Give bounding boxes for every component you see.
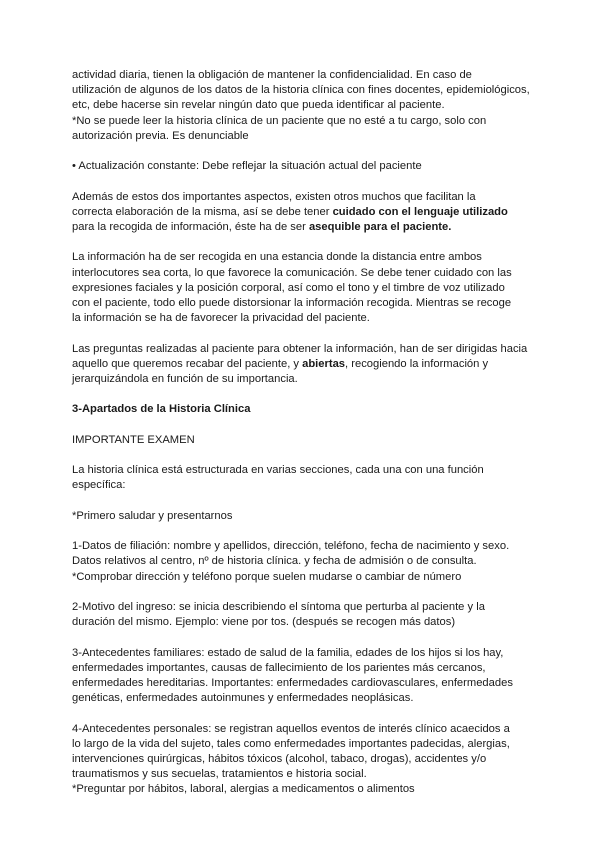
text-line: expresiones faciales y la posición corporal, así como el tono y el timbre de voz utilizado (72, 281, 505, 294)
text-line: traumatismos y sus secuelas, tratamientos e historia social. (72, 768, 367, 781)
text-line: específica: (72, 479, 126, 492)
section-personal-history (72, 722, 542, 798)
text-line: jerarquizándola en función de su importancia. (72, 373, 298, 385)
bullet-constant-update (72, 159, 542, 174)
bold-emphasis: asequible para el paciente. (308, 221, 452, 233)
text-line: • Actualización constante: Debe reflejar la situación actual del paciente (72, 160, 422, 173)
heading-text: 3-Apartados de la Historia Clínica (72, 403, 251, 416)
text-line: duración del mismo. Ejemplo: viene por tos. (después se recogen más datos) (72, 616, 456, 629)
text-line: con el paciente, todo ello puede distorsionar la información recogida. Mientras se recoge (72, 297, 512, 309)
text-run: para la recogida de información, éste ha de ser (72, 221, 309, 233)
important-exam-label (72, 433, 542, 448)
text-line: la información se ha de favorecer la privacidad del paciente. (72, 312, 370, 325)
text-line: 1-Datos de filiación: nombre y apellidos, dirección, teléfono, fecha de nacimiento y sexo. (72, 540, 510, 553)
text-line: 4-Antecedentes personales: se registran aquellos eventos de interés clínico acaecidos a (72, 722, 510, 735)
paragraph-questions (72, 342, 542, 388)
text-line: enfermedades importantes, causas de fallecimiento de los parientes más cercanos, (72, 661, 486, 674)
text-line: intervenciones quirúrgicas, hábitos tóxicos (alcohol, tabaco, drogas), accidentes y/o (72, 752, 487, 765)
text-line: Las preguntas realizadas al paciente para obtener la información, han de ser dirigidas hacia (72, 342, 528, 355)
text-line: *Comprobar dirección y teléfono porque suelen mudarse o cambiar de número (72, 570, 462, 583)
text-line (72, 357, 542, 372)
text-line: etc, debe hacerse sin revelar ningún dato que pueda identificar al paciente. (72, 99, 445, 112)
text-line: *No se puede leer la historia clínica de un paciente que no esté a tu cargo, solo con (72, 114, 487, 127)
text-run: aquello que queremos recabar del paciente, y (72, 357, 303, 370)
text-line: genéticas, enfermedades autoinmunes y enfermedades neoplásicas. (72, 692, 414, 705)
section-family-history (72, 646, 542, 707)
document-body (72, 68, 542, 798)
text-line: autorización previa. Es denunciable (72, 129, 249, 142)
note-reading-restriction (72, 114, 542, 144)
text-line: *Preguntar por hábitos, laboral, alergias a medicamentos o alimentos (72, 783, 415, 796)
text-line: 3-Antecedentes familiares: estado de salud de la familia, edades de los hijos si los hay, (72, 646, 504, 659)
section-filiation (72, 539, 542, 585)
text-line: actividad diaria, tienen la obligación de mantener la confidencialidad. En caso de (72, 69, 472, 81)
text-line: La información ha de ser recogida en una estancia donde la distancia entre ambos (72, 251, 482, 264)
paragraph-structure (72, 463, 542, 493)
note-greeting (72, 509, 542, 524)
bold-emphasis: abiertas (302, 357, 346, 370)
text-line: La historia clínica está estructurada en varias secciones, cada una con una función (72, 464, 484, 477)
text-run: , recogiendo la información y (345, 357, 489, 370)
text-line: 2-Motivo del ingreso: se inicia describiendo el síntoma que perturba al paciente y la (72, 600, 485, 613)
text-run: correcta elaboración de la misma, así se debe tener (72, 205, 333, 218)
text-line: *Primero saludar y presentarnos (72, 509, 233, 522)
text-line: IMPORTANTE EXAMEN (72, 433, 195, 446)
paragraph-confidentiality (72, 68, 542, 114)
section-heading (72, 402, 542, 417)
text-line: Datos relativos al centro, nº de historia clínica. y fecha de admisión o de consulta. (72, 555, 477, 568)
paragraph-setting (72, 250, 542, 326)
text-line: interlocutores sea corta, lo que favorece la comunicación. Se debe tener cuidado con las (72, 266, 512, 279)
section-admission-reason (72, 600, 542, 630)
bold-emphasis: cuidado con el lenguaje utilizado (332, 205, 508, 218)
paragraph-language (72, 190, 542, 236)
text-line: utilización de algunos de los datos de la historia clínica con fines docentes, epidemiológicos, (72, 84, 530, 97)
text-line: enfermedades hereditarias. Importantes: enfermedades cardiovasculares, enfermedades (72, 676, 513, 689)
text-line (72, 205, 542, 220)
text-line: Además de estos dos importantes aspectos, existen otros muchos que facilitan la (72, 190, 476, 203)
text-line: lo largo de la vida del sujeto, tales como enfermedades importantes padecidas, alergias, (72, 737, 510, 750)
text-line (72, 220, 542, 235)
